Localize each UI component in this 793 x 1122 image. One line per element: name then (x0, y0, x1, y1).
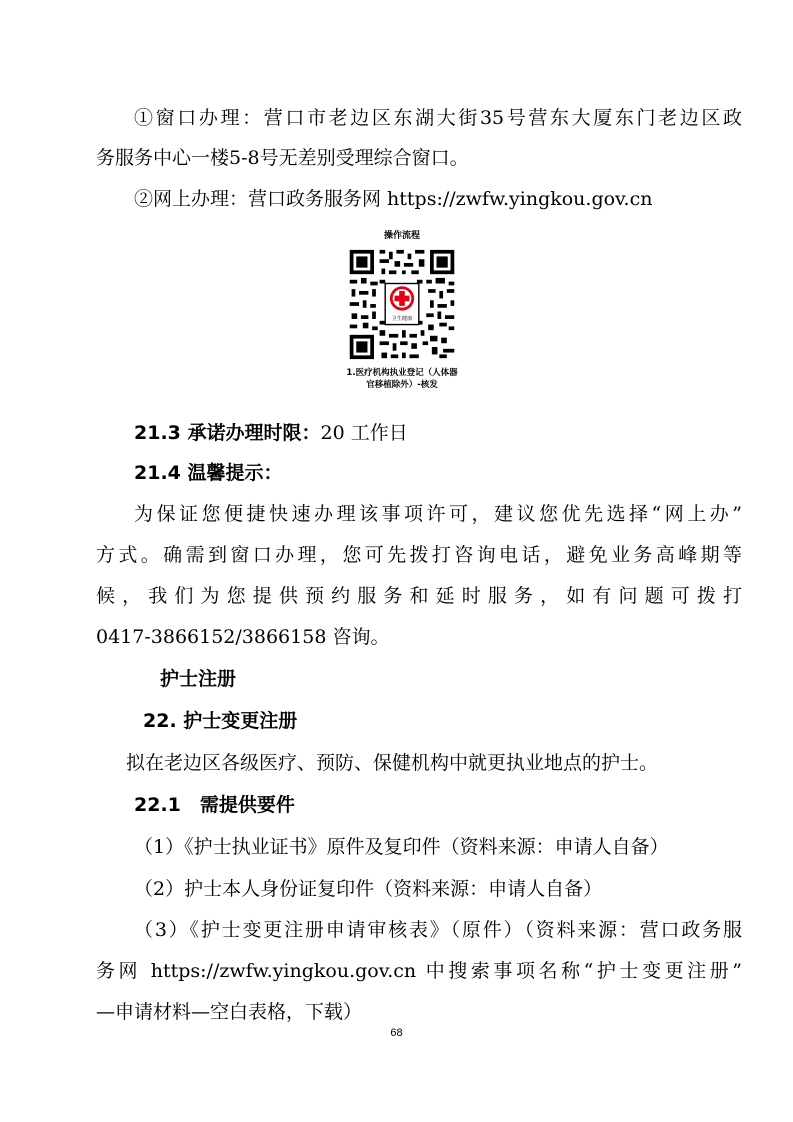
requirement-3-line-3: —申请材料—空白表格，下载） (96, 1001, 363, 1023)
qr-code-block (346, 230, 458, 400)
heading-21-3-label: 21.3 承诺办理时限： (134, 422, 321, 444)
scope-line: 拟在老边区各级医疗、预防、保健机构中就更执业地点的护士。 (126, 752, 659, 774)
requirement-2: （2）护士本人身份证复印件（资料来源：申请人自备） (134, 878, 603, 900)
online-handling-line: ②网上办理：营口政务服务网 https://zwfw.yingkou.gov.cn (134, 188, 653, 210)
qr-caption: 1.医疗机构执业登记（人体器官移植除外）-核发 (346, 368, 458, 390)
tip-line-1: 为保证您便捷快速办理该事项许可，建议您优先选择“网上办” (134, 503, 742, 525)
tip-line-3: 候，我们为您提供预约服务和延时服务，如有问题可拨打 (96, 585, 742, 607)
requirement-3-line-1: （3）《护士变更注册申请审核表》（原件）（资料来源：营口政务服 (134, 919, 742, 941)
requirement-3-line-2: 务网 https://zwfw.yingkou.gov.cn 中搜索事项名称“护士变更注册” (96, 960, 742, 982)
window-handling-line-2: 务服务中心一楼5-8号无差别受理综合窗口。 (96, 147, 469, 169)
heading-21-3 (134, 420, 408, 446)
qr-title: 操作流程 (383, 231, 420, 241)
heading-22-1: 22.1 需提供要件 (134, 794, 295, 816)
window-handling-line-1: ①窗口办理：营口市老边区东湖大街35号营东大厦东门老边区政 (134, 107, 742, 129)
heading-21-3-value: 20 工作日 (320, 422, 408, 444)
page-number: 68 (390, 1027, 403, 1039)
tip-line-2: 方式。确需到窗口办理，您可先拨打咨询电话，避免业务高峰期等 (96, 544, 742, 566)
qr-center-label: 卫生健康 (391, 315, 413, 322)
section-nurse-registration: 护士注册 (160, 668, 237, 690)
heading-22: 22. 护士变更注册 (143, 710, 298, 732)
requirement-1: （1）《护士执业证书》原件及复印件（资料来源：申请人自备） (134, 836, 669, 858)
qr-code-image (346, 242, 458, 367)
heading-21-4: 21.4 温馨提示： (134, 462, 283, 484)
tip-line-4: 0417-3866152/3866158 咨询。 (96, 626, 390, 648)
